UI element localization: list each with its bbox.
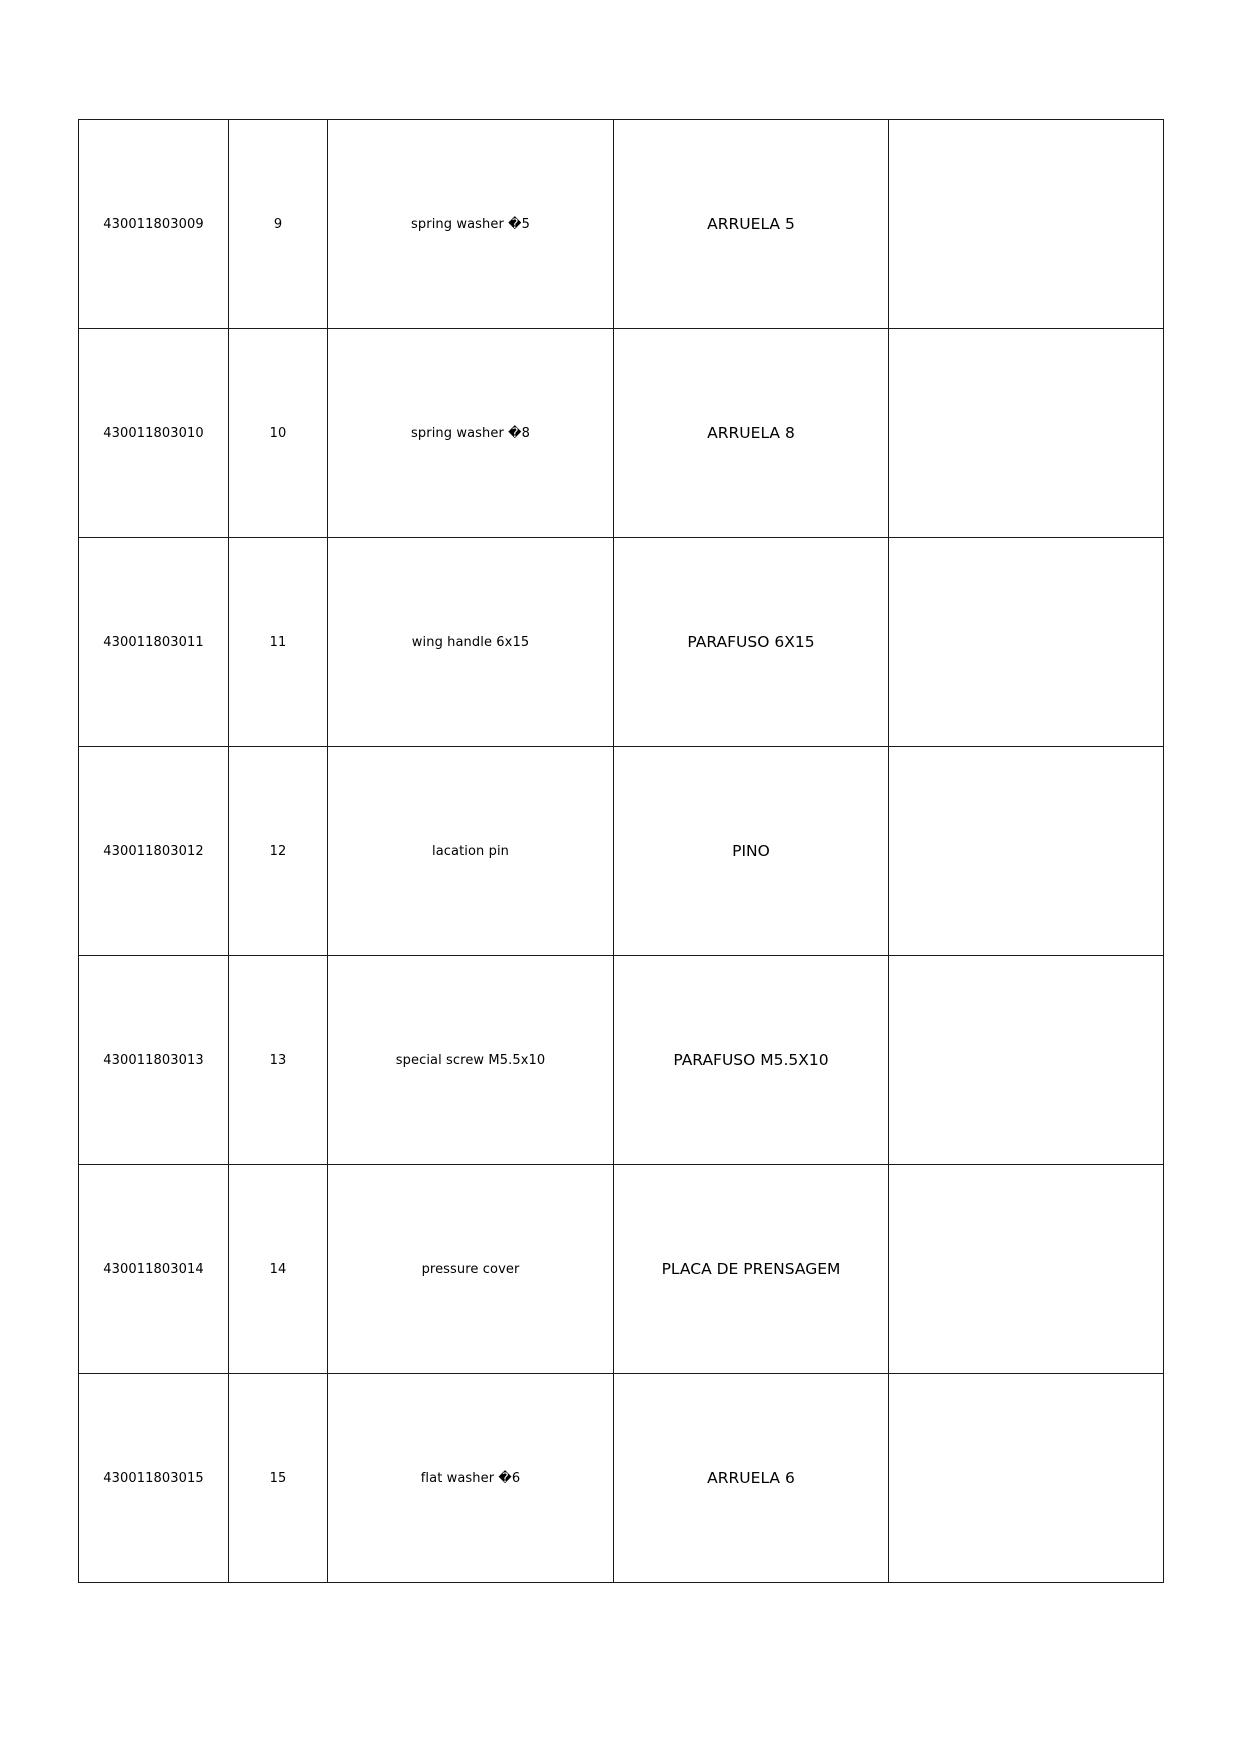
item-number-cell: 13 bbox=[229, 956, 328, 1165]
part-code-cell: 430011803011 bbox=[79, 538, 229, 747]
item-number-cell: 10 bbox=[229, 329, 328, 538]
portuguese-description-cell: ARRUELA 6 bbox=[614, 1374, 889, 1583]
empty-cell bbox=[889, 538, 1164, 747]
empty-cell bbox=[889, 120, 1164, 329]
english-description-cell: flat washer �6 bbox=[328, 1374, 614, 1583]
portuguese-description-cell: PLACA DE PRENSAGEM bbox=[614, 1165, 889, 1374]
table-row bbox=[79, 1374, 1164, 1583]
empty-cell bbox=[889, 1374, 1164, 1583]
table-row bbox=[79, 538, 1164, 747]
parts-table bbox=[78, 119, 1164, 1583]
english-description-cell: spring washer �8 bbox=[328, 329, 614, 538]
part-code-cell: 430011803014 bbox=[79, 1165, 229, 1374]
item-number-cell: 11 bbox=[229, 538, 328, 747]
item-number-cell: 9 bbox=[229, 120, 328, 329]
part-code-cell: 430011803013 bbox=[79, 956, 229, 1165]
part-code-cell: 430011803012 bbox=[79, 747, 229, 956]
portuguese-description-cell: ARRUELA 5 bbox=[614, 120, 889, 329]
table-row bbox=[79, 1165, 1164, 1374]
english-description-cell: wing handle 6x15 bbox=[328, 538, 614, 747]
empty-cell bbox=[889, 1165, 1164, 1374]
table-row bbox=[79, 329, 1164, 538]
item-number-cell: 14 bbox=[229, 1165, 328, 1374]
part-code-cell: 430011803010 bbox=[79, 329, 229, 538]
item-number-cell: 12 bbox=[229, 747, 328, 956]
empty-cell bbox=[889, 747, 1164, 956]
table-row bbox=[79, 956, 1164, 1165]
english-description-cell: spring washer �5 bbox=[328, 120, 614, 329]
portuguese-description-cell: PARAFUSO M5.5X10 bbox=[614, 956, 889, 1165]
empty-cell bbox=[889, 956, 1164, 1165]
item-number-cell: 15 bbox=[229, 1374, 328, 1583]
table-row bbox=[79, 747, 1164, 956]
english-description-cell: pressure cover bbox=[328, 1165, 614, 1374]
portuguese-description-cell: PARAFUSO 6X15 bbox=[614, 538, 889, 747]
english-description-cell: special screw M5.5x10 bbox=[328, 956, 614, 1165]
portuguese-description-cell: PINO bbox=[614, 747, 889, 956]
part-code-cell: 430011803015 bbox=[79, 1374, 229, 1583]
part-code-cell: 430011803009 bbox=[79, 120, 229, 329]
table-row bbox=[79, 120, 1164, 329]
portuguese-description-cell: ARRUELA 8 bbox=[614, 329, 889, 538]
english-description-cell: lacation pin bbox=[328, 747, 614, 956]
empty-cell bbox=[889, 329, 1164, 538]
